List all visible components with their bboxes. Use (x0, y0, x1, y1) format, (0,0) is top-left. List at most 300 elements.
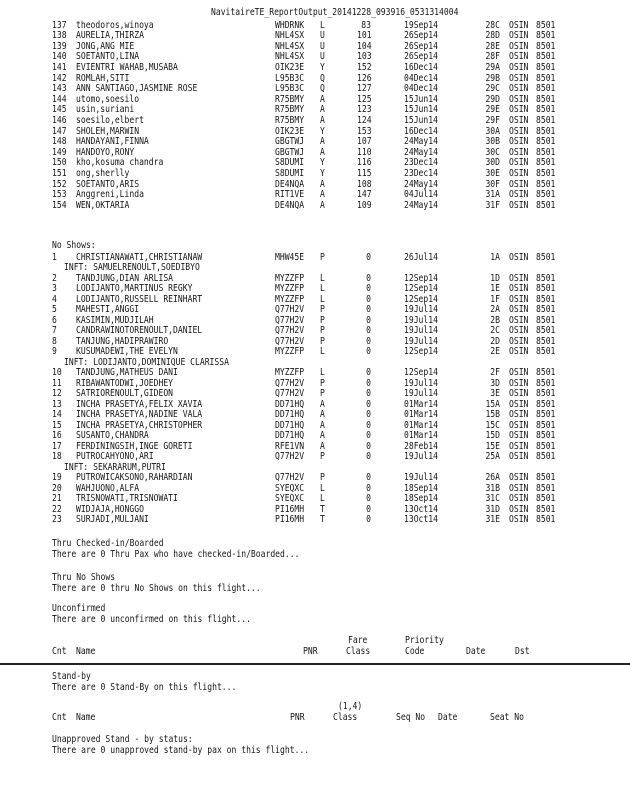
row-seq: 83 (361, 20, 371, 31)
row-name: ong,sherlly (76, 168, 130, 179)
row-seq: 116 (357, 157, 372, 168)
row-name: TANDJUNG,MATHEUS DANI (76, 367, 178, 378)
row-dst: OSIN (509, 336, 529, 347)
row-cls: Y (320, 157, 325, 168)
row-name: utomo,soesilo (76, 94, 140, 105)
row-flt: 8501 (536, 147, 556, 158)
row-seq: 0 (366, 315, 371, 326)
row-pnr: DD71HQ (275, 430, 305, 441)
row-cls: Q (320, 83, 325, 94)
infant-line: INFT: LODIJANTO,DOMINIQUE CLARISSA (64, 357, 229, 368)
row-seat: 2D (490, 336, 500, 347)
row-name: RIBAWANTODWI,JOEDHEY (76, 378, 174, 389)
row-seat: 15B (485, 409, 500, 420)
row-flt: 8501 (536, 304, 556, 315)
row-name: ROMLAH,SITI (76, 73, 130, 84)
row-name: TANJUNG,HADIPRAWIRO (76, 336, 169, 347)
row-dst: OSIN (509, 367, 529, 378)
row-cls: A (320, 399, 325, 410)
row-seat: 28E (485, 41, 500, 52)
row-seat: 29C (485, 83, 500, 94)
row-dst: OSIN (509, 472, 529, 483)
row-dst: OSIN (509, 420, 529, 431)
row-name: HANDOYO,RONY (76, 147, 135, 158)
row-pnr: DE4NQA (275, 179, 305, 190)
row-flt: 8501 (536, 451, 556, 462)
row-seq: 0 (366, 294, 371, 305)
row-pnr: Q77H2V (275, 378, 305, 389)
row-seq: 0 (366, 325, 371, 336)
row-cnt: 6 (52, 315, 57, 326)
row-seat: 15C (485, 420, 500, 431)
row-name: FERDININGSIH,INGE GORETI (76, 441, 193, 452)
row-cls: L (320, 483, 325, 494)
row-date: 23Dec14 (404, 168, 438, 179)
row-flt: 8501 (536, 388, 556, 399)
row-date: 04Dec14 (404, 83, 438, 94)
row-date: 23Dec14 (404, 157, 438, 168)
row-dst: OSIN (509, 115, 529, 126)
row-flt: 8501 (536, 441, 556, 452)
row-date: 13Oct14 (404, 514, 438, 525)
row-seq: 0 (366, 252, 371, 263)
row-cls: U (320, 41, 325, 52)
row-seat: 30B (485, 136, 500, 147)
row-dst: OSIN (509, 157, 529, 168)
row-date: 12Sep14 (404, 283, 438, 294)
row-seq: 0 (366, 273, 371, 284)
thru-checked-message: There are 0 Thru Pax who have checked-in/Boarded... (52, 549, 300, 560)
row-pnr: MYZZFP (275, 346, 305, 357)
row-cls: L (320, 346, 325, 357)
row-dst: OSIN (509, 200, 529, 211)
row-seat: 31F (485, 200, 500, 211)
row-pnr: RIT1VE (275, 189, 305, 200)
row-name: theodoros,winoya (76, 20, 154, 31)
row-seat: 28F (485, 51, 500, 62)
row-dst: OSIN (509, 441, 529, 452)
row-date: 16Dec14 (404, 126, 438, 137)
row-seq: 0 (366, 409, 371, 420)
row-cnt: 14 (52, 409, 62, 420)
row-date: 26Sep14 (404, 51, 438, 62)
row-pnr: WHDRNK (275, 20, 305, 31)
row-flt: 8501 (536, 336, 556, 347)
row-cls: A (320, 94, 325, 105)
row-cls: P (320, 378, 325, 389)
row-date: 15Jun14 (404, 115, 438, 126)
row-cnt: 1 (52, 252, 57, 263)
row-pnr: SYEQXC (275, 493, 305, 504)
standby-message: There are 0 Stand-By on this flight... (52, 682, 237, 693)
row-cnt: 16 (52, 430, 62, 441)
row-flt: 8501 (536, 514, 556, 525)
row-flt: 8501 (536, 20, 556, 31)
row-name: KASIMIN,MUDJILAH (76, 315, 154, 326)
row-cnt: 146 (52, 115, 67, 126)
row-seq: 152 (357, 62, 372, 73)
row-flt: 8501 (536, 136, 556, 147)
row-flt: 8501 (536, 483, 556, 494)
row-date: 24May14 (404, 136, 438, 147)
row-date: 24May14 (404, 147, 438, 158)
row-name: EVIENTRI WAHAB,MUSABA (76, 62, 178, 73)
row-seat: 30F (485, 179, 500, 190)
row-seat: 29D (485, 94, 500, 105)
row-seat: 1A (490, 252, 500, 263)
row-cls: P (320, 325, 325, 336)
sb-seatno-heading: Seat No (490, 712, 524, 723)
row-date: 12Sep14 (404, 346, 438, 357)
row-cnt: 150 (52, 157, 67, 168)
row-pnr: S8DUMI (275, 157, 305, 168)
row-seat: 3D (490, 378, 500, 389)
row-seat: 3E (490, 388, 500, 399)
row-name: CANDRAWINOTORENOULT,DANIEL (76, 325, 203, 336)
row-seat: 29B (485, 73, 500, 84)
row-dst: OSIN (509, 315, 529, 326)
row-cnt: 17 (52, 441, 62, 452)
thru-checked-title: Thru Checked-in/Boarded (52, 538, 164, 549)
row-pnr: MYZZFP (275, 283, 305, 294)
row-cls: L (320, 367, 325, 378)
row-flt: 8501 (536, 30, 556, 41)
row-seat: 29A (485, 62, 500, 73)
row-pnr: DD71HQ (275, 399, 305, 410)
row-cnt: 2 (52, 273, 57, 284)
row-cls: P (320, 304, 325, 315)
sb-name-heading: Name (76, 712, 96, 723)
row-flt: 8501 (536, 294, 556, 305)
row-cnt: 148 (52, 136, 67, 147)
row-date: 15Jun14 (404, 94, 438, 105)
row-cnt: 15 (52, 420, 62, 431)
row-name: soesilo,elbert (76, 115, 144, 126)
sb-seqno-heading: Seq No (396, 712, 426, 723)
row-seq: 0 (366, 346, 371, 357)
row-cnt: 139 (52, 41, 67, 52)
row-seat: 15E (485, 441, 500, 452)
row-pnr: MYZZFP (275, 367, 305, 378)
row-name: SOETANTO,LINA (76, 51, 140, 62)
row-name: usin,suriani (76, 104, 135, 115)
row-date: 18Sep14 (404, 493, 438, 504)
row-cls: Q (320, 73, 325, 84)
row-cnt: 18 (52, 451, 62, 462)
row-date: 26Sep14 (404, 41, 438, 52)
row-cnt: 21 (52, 493, 62, 504)
row-name: INCHA PRASETYA,FELIX XAVIA (76, 399, 203, 410)
row-pnr: NHL4SX (275, 41, 305, 52)
row-date: 28Feb14 (404, 441, 438, 452)
standby-title: Stand-by (52, 671, 91, 682)
row-flt: 8501 (536, 126, 556, 137)
row-pnr: NHL4SX (275, 51, 305, 62)
row-cls: A (320, 104, 325, 115)
uc-cnt-heading: Cnt (52, 646, 67, 657)
row-seq: 124 (357, 115, 372, 126)
row-seq: 110 (357, 147, 372, 158)
row-pnr: MHW45E (275, 252, 305, 263)
row-seat: 30A (485, 126, 500, 137)
row-cls: A (320, 430, 325, 441)
row-flt: 8501 (536, 346, 556, 357)
row-dst: OSIN (509, 378, 529, 389)
uc-fare-heading-2: Class (346, 646, 371, 657)
row-pnr: DE4NQA (275, 200, 305, 211)
row-seq: 115 (357, 168, 372, 179)
row-cls: A (320, 409, 325, 420)
row-cls: L (320, 20, 325, 31)
row-seq: 0 (366, 367, 371, 378)
row-flt: 8501 (536, 115, 556, 126)
row-seat: 29E (485, 104, 500, 115)
row-name: WIDJAJA,HONGGO (76, 504, 144, 515)
row-cnt: 20 (52, 483, 62, 494)
row-name: KUSUMADEWI,THE EVELYN (76, 346, 178, 357)
row-flt: 8501 (536, 41, 556, 52)
row-seat: 15A (485, 399, 500, 410)
uc-dst-heading: Dst (515, 646, 530, 657)
row-name: PUTROCAHYONO,ARI (76, 451, 154, 462)
row-cls: Y (320, 168, 325, 179)
row-cnt: 23 (52, 514, 62, 525)
row-dst: OSIN (509, 136, 529, 147)
row-dst: OSIN (509, 126, 529, 137)
row-seat: 31C (485, 493, 500, 504)
row-seat: 31E (485, 514, 500, 525)
row-date: 01Mar14 (404, 409, 438, 420)
infant-line: INFT: SAMUELRENOULT,SOEDIBYO (64, 262, 200, 273)
row-date: 04Jul14 (404, 189, 438, 200)
row-seq: 0 (366, 441, 371, 452)
sb-pnr-heading: PNR (290, 712, 305, 723)
unconfirmed-message: There are 0 unconfirmed on this flight... (52, 614, 251, 625)
uc-name-heading: Name (76, 646, 96, 657)
row-name: SOETANTO,ARIS (76, 179, 140, 190)
row-seq: 107 (357, 136, 372, 147)
row-cls: P (320, 252, 325, 263)
row-cls: A (320, 115, 325, 126)
row-name: SATRIORENOULT,GIDEON (76, 388, 174, 399)
row-cls: L (320, 273, 325, 284)
page-divider (0, 663, 630, 665)
row-seat: 1F (490, 294, 500, 305)
row-seq: 0 (366, 388, 371, 399)
row-date: 24May14 (404, 179, 438, 190)
row-cls: A (320, 189, 325, 200)
row-cls: Y (320, 62, 325, 73)
row-dst: OSIN (509, 514, 529, 525)
row-name: SURJADI,MULJANI (76, 514, 149, 525)
row-cls: L (320, 493, 325, 504)
row-flt: 8501 (536, 283, 556, 294)
row-cnt: 10 (52, 367, 62, 378)
row-flt: 8501 (536, 168, 556, 179)
row-pnr: DD71HQ (275, 420, 305, 431)
row-name: INCHA PRASETYA,CHRISTOPHER (76, 420, 203, 431)
row-pnr: PI16MH (275, 504, 305, 515)
row-seat: 2B (490, 315, 500, 326)
uc-priority-heading-2: Code (405, 646, 425, 657)
row-name: MAHESTI,ANGGI (76, 304, 140, 315)
row-seq: 0 (366, 378, 371, 389)
row-cls: L (320, 283, 325, 294)
row-seq: 0 (366, 399, 371, 410)
row-flt: 8501 (536, 493, 556, 504)
row-dst: OSIN (509, 483, 529, 494)
row-name: ANN SANTIAGO,JASMINE ROSE (76, 83, 198, 94)
row-dst: OSIN (509, 252, 529, 263)
sb-date-heading: Date (438, 712, 458, 723)
row-cnt: 19 (52, 472, 62, 483)
row-date: 12Sep14 (404, 294, 438, 305)
row-cnt: 11 (52, 378, 62, 389)
row-cls: A (320, 136, 325, 147)
row-date: 01Mar14 (404, 420, 438, 431)
row-seat: 26A (485, 472, 500, 483)
row-cnt: 147 (52, 126, 67, 137)
no-shows-title: No Shows: (52, 240, 96, 251)
row-date: 01Mar14 (404, 430, 438, 441)
row-flt: 8501 (536, 73, 556, 84)
row-name: AURELIA,THIRZA (76, 30, 144, 41)
row-dst: OSIN (509, 430, 529, 441)
row-cls: P (320, 315, 325, 326)
row-cnt: 140 (52, 51, 67, 62)
row-date: 04Dec14 (404, 73, 438, 84)
row-pnr: OIK23E (275, 126, 305, 137)
row-pnr: L95B3C (275, 83, 305, 94)
row-flt: 8501 (536, 504, 556, 515)
row-seq: 0 (366, 493, 371, 504)
row-name: SHOLEH,MARWIN (76, 126, 140, 137)
row-flt: 8501 (536, 430, 556, 441)
infant-line: INFT: SEKARARUM,PUTRI (64, 462, 166, 473)
row-name: INCHA PRASETYA,NADINE VALA (76, 409, 203, 420)
row-dst: OSIN (509, 94, 529, 105)
row-seq: 126 (357, 73, 372, 84)
row-cnt: 141 (52, 62, 67, 73)
row-pnr: GBGTWJ (275, 147, 305, 158)
row-dst: OSIN (509, 451, 529, 462)
row-date: 19Jul14 (404, 378, 438, 389)
row-date: 19Jul14 (404, 388, 438, 399)
row-cls: P (320, 388, 325, 399)
row-date: 19Jul14 (404, 315, 438, 326)
row-date: 19Jul14 (404, 451, 438, 462)
row-date: 26Jul14 (404, 252, 438, 263)
row-pnr: NHL4SX (275, 30, 305, 41)
row-pnr: R75BMY (275, 104, 305, 115)
row-date: 19Jul14 (404, 336, 438, 347)
row-flt: 8501 (536, 420, 556, 431)
uc-priority-heading-1: Priority (405, 635, 444, 646)
row-name: TRISNOWATI,TRISNOWATI (76, 493, 178, 504)
row-pnr: Q77H2V (275, 472, 305, 483)
row-cnt: 143 (52, 83, 67, 94)
row-seq: 147 (357, 189, 372, 200)
row-seat: 29F (485, 115, 500, 126)
row-seat: 28D (485, 30, 500, 41)
row-name: Anggreni,Linda (76, 189, 144, 200)
row-cls: P (320, 451, 325, 462)
row-pnr: L95B3C (275, 73, 305, 84)
row-pnr: DD71HQ (275, 409, 305, 420)
thru-noshow-message: There are 0 thru No Shows on this flight... (52, 583, 261, 594)
thru-noshow-title: Thru No Shows (52, 572, 116, 583)
row-date: 18Sep14 (404, 483, 438, 494)
row-seq: 123 (357, 104, 372, 115)
row-seat: 2F (490, 367, 500, 378)
row-name: WAHJUONO,ALFA (76, 483, 140, 494)
row-seq: 104 (357, 41, 372, 52)
row-pnr: S8DUMI (275, 168, 305, 179)
row-name: kho,kosuma chandra (76, 157, 164, 168)
row-seq: 103 (357, 51, 372, 62)
row-pnr: PI16MH (275, 514, 305, 525)
row-dst: OSIN (509, 51, 529, 62)
row-cls: T (320, 504, 325, 515)
row-seq: 109 (357, 200, 372, 211)
row-seq: 153 (357, 126, 372, 137)
row-seq: 0 (366, 420, 371, 431)
row-flt: 8501 (536, 94, 556, 105)
report-header: NavitaireTE_ReportOutput_20141228_093916_0531314004 (211, 7, 459, 18)
row-dst: OSIN (509, 388, 529, 399)
row-flt: 8501 (536, 189, 556, 200)
row-dst: OSIN (509, 325, 529, 336)
row-pnr: OIK23E (275, 62, 305, 73)
row-flt: 8501 (536, 409, 556, 420)
row-cls: L (320, 294, 325, 305)
row-seat: 30E (485, 168, 500, 179)
row-cls: U (320, 30, 325, 41)
row-dst: OSIN (509, 41, 529, 52)
row-date: 16Dec14 (404, 62, 438, 73)
row-pnr: R75BMY (275, 115, 305, 126)
row-dst: OSIN (509, 179, 529, 190)
row-pnr: RFE1VN (275, 441, 305, 452)
row-name: PUTROWICAKSONO,RAHARDIAN (76, 472, 193, 483)
row-cnt: 13 (52, 399, 62, 410)
row-cnt: 12 (52, 388, 62, 399)
row-cnt: 3 (52, 283, 57, 294)
row-dst: OSIN (509, 147, 529, 158)
row-seat: 2C (490, 325, 500, 336)
row-seq: 101 (357, 30, 372, 41)
row-pnr: GBGTWJ (275, 136, 305, 147)
row-seat: 25A (485, 451, 500, 462)
uc-date-heading: Date (466, 646, 486, 657)
row-cls: A (320, 200, 325, 211)
row-date: 19Jul14 (404, 325, 438, 336)
row-date: 15Jun14 (404, 104, 438, 115)
row-flt: 8501 (536, 472, 556, 483)
row-date: 19Sep14 (404, 20, 438, 31)
row-pnr: MYZZFP (275, 273, 305, 284)
row-pnr: MYZZFP (275, 294, 305, 305)
row-pnr: SYEQXC (275, 483, 305, 494)
row-cnt: 9 (52, 346, 57, 357)
row-dst: OSIN (509, 304, 529, 315)
row-cnt: 138 (52, 30, 67, 41)
row-pnr: Q77H2V (275, 325, 305, 336)
row-flt: 8501 (536, 62, 556, 73)
row-cnt: 7 (52, 325, 57, 336)
sb-class-heading-1: (1,4) (338, 701, 363, 712)
row-dst: OSIN (509, 168, 529, 179)
